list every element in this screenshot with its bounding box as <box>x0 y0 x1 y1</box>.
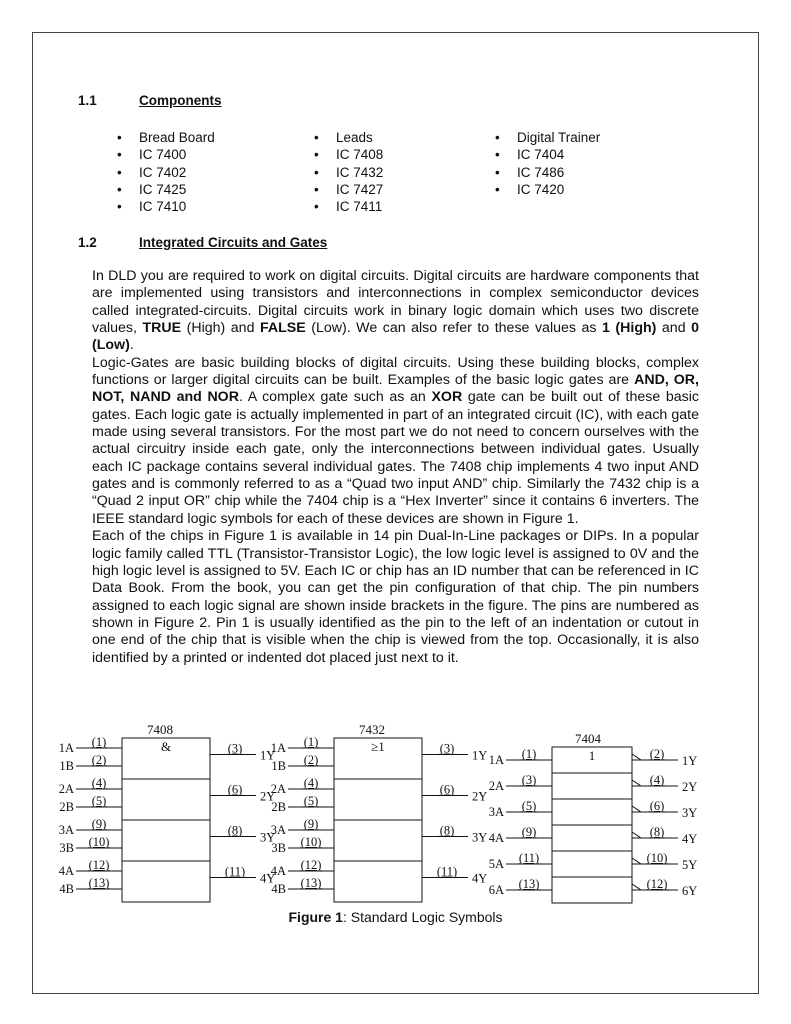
input-pin-label: (9) <box>303 817 319 831</box>
figure-caption-text: : Standard Logic Symbols <box>342 909 503 925</box>
figure-caption <box>0 909 791 925</box>
list-item: • IC 7427 <box>314 181 383 198</box>
inverter-bubble-icon <box>632 884 641 890</box>
input-pin-label: (9) <box>91 817 107 831</box>
input-signal-label: 2A <box>58 782 74 796</box>
output-pin-label: (2) <box>649 747 665 761</box>
output-signal-label: 4Y <box>682 832 698 846</box>
list-item: • IC 7432 <box>314 164 383 181</box>
input-pin-label: (12) <box>88 858 110 872</box>
list-item: • IC 7486 <box>495 164 600 181</box>
input-signal-label: 3B <box>59 841 74 855</box>
input-signal-label: 1A <box>488 753 504 767</box>
input-pin-label: (13) <box>518 877 540 891</box>
output-pin-label: (4) <box>649 773 665 787</box>
list-item: • IC 7425 <box>117 181 215 198</box>
output-signal-label: 1Y <box>472 748 488 763</box>
input-signal-label: 2B <box>271 800 286 814</box>
output-signal-label: 2Y <box>682 780 698 794</box>
input-pin-label: (12) <box>300 858 322 872</box>
input-pin-label: (9) <box>521 825 537 839</box>
input-pin-label: (2) <box>303 753 319 767</box>
paragraph: Each of the chips in Figure 1 is available in 14 pin Dual-In-Line packages or DIPs. In a popular logic family called TTL (Transistor-Transistor Logic), the low logic level is assigned to 0V and the high logic level is assigned to 5V. Each IC or chip has an ID number that can be referenced in IC Data Book. From the book, you can get the pin configuration of that chip. The pin numbers assigned to each logic signal are shown inside brackets in the figure. The pins are numbered as shown in Figure 2. Pin 1 is usually identified as the pin to the left of an indentation or cutout in one end of the chip that is visible when the chip is viewed from the top. Occasionally, it is also identified by a printed or indented dot placed just next to it. <box>92 528 699 666</box>
input-pin-label: (3) <box>521 773 537 787</box>
input-pin-label: (4) <box>303 776 319 790</box>
input-signal-label: 2A <box>270 782 286 796</box>
input-signal-label: 2B <box>59 800 74 814</box>
output-pin-label: (11) <box>436 864 458 879</box>
output-pin-label: (3) <box>439 741 455 756</box>
list-item: • Leads <box>314 129 383 146</box>
gate-symbol: & <box>160 739 172 754</box>
inverter-bubble-icon <box>632 806 641 812</box>
gate-symbol: 1 <box>588 748 596 763</box>
output-pin-label: (6) <box>227 782 243 797</box>
input-signal-label: 4A <box>488 831 504 845</box>
input-pin-label: (1) <box>91 735 107 749</box>
components-column-1 <box>117 129 215 215</box>
input-signal-label: 3B <box>271 841 286 855</box>
input-signal-label: 4A <box>270 864 286 878</box>
list-item: • IC 7402 <box>117 164 215 181</box>
output-pin-label: (11) <box>224 864 246 879</box>
output-pin-label: (12) <box>646 877 668 891</box>
inverter-bubble-icon <box>632 858 641 864</box>
input-signal-label: 4B <box>271 882 286 896</box>
input-signal-label: 5A <box>488 857 504 871</box>
input-pin-label: (11) <box>518 851 540 865</box>
input-signal-label: 4A <box>58 864 74 878</box>
output-signal-label: 5Y <box>682 858 698 872</box>
list-item: • IC 7411 <box>314 198 383 215</box>
body-text <box>92 268 699 667</box>
list-item: • IC 7420 <box>495 181 600 198</box>
input-signal-label: 2A <box>488 779 504 793</box>
input-pin-label: (1) <box>521 747 537 761</box>
section-number: 1.2 <box>78 235 97 250</box>
gate-symbol: ≥1 <box>371 739 385 754</box>
input-signal-label: 3A <box>270 823 286 837</box>
list-item: • IC 7410 <box>117 198 215 215</box>
input-pin-label: (2) <box>91 753 107 767</box>
input-pin-label: (10) <box>300 835 322 849</box>
inverter-bubble-icon <box>632 832 641 838</box>
input-signal-label: 6A <box>488 883 504 897</box>
list-item: • Bread Board <box>117 129 215 146</box>
input-pin-label: (5) <box>91 794 107 808</box>
output-pin-label: (8) <box>649 825 665 839</box>
list-item: • IC 7400 <box>117 146 215 163</box>
figure-caption-label: Figure 1 <box>288 909 343 925</box>
chip-id-label: 7432 <box>359 722 385 737</box>
output-signal-label: 6Y <box>682 884 698 898</box>
inverter-bubble-icon <box>632 754 641 760</box>
input-pin-label: (1) <box>303 735 319 749</box>
list-item: • IC 7408 <box>314 146 383 163</box>
figure-logic-symbols <box>0 720 791 920</box>
input-signal-label: 3A <box>58 823 74 837</box>
input-signal-label: 3A <box>488 805 504 819</box>
output-signal-label: 3Y <box>472 830 488 845</box>
output-pin-label: (3) <box>227 741 243 756</box>
input-pin-label: (5) <box>303 794 319 808</box>
section-number: 1.1 <box>78 93 97 108</box>
input-pin-label: (13) <box>300 876 322 890</box>
list-item: • IC 7404 <box>495 146 600 163</box>
output-signal-label: 2Y <box>472 789 488 804</box>
output-pin-label: (6) <box>439 782 455 797</box>
input-pin-label: (4) <box>91 776 107 790</box>
chip-id-label: 7404 <box>575 731 601 746</box>
input-pin-label: (10) <box>88 835 110 849</box>
input-signal-label: 1A <box>270 741 286 755</box>
output-pin-label: (10) <box>646 851 668 865</box>
output-signal-label: 1Y <box>682 754 698 768</box>
output-signal-label: 3Y <box>260 830 276 845</box>
output-pin-label: (8) <box>227 823 243 838</box>
output-pin-label: (8) <box>439 823 455 838</box>
input-pin-label: (13) <box>88 876 110 890</box>
output-pin-label: (6) <box>649 799 665 813</box>
input-signal-label: 1B <box>271 759 286 773</box>
input-pin-label: (5) <box>521 799 537 813</box>
chip-id-label: 7408 <box>147 722 173 737</box>
output-signal-label: 4Y <box>260 871 276 886</box>
input-signal-label: 1A <box>58 741 74 755</box>
paragraph: Logic-Gates are basic building blocks of digital circuits. Using these building blocks, complex functions or larger digital circuits can be built. Examples of the basic logic gates are AND, OR, NOT, NAND and NOR. A complex gate such as an XOR gate can be built out of these basic gates. Each logic gate is actually implemented in part of an integrated circuit (IC), with each gate made using several transistors. For the most part we do not need to concern ourselves with the actual circuitry inside each gate, only the interconnections between individual gates. Usually each IC package contains several individual gates. The 7408 chip implements 4 two input AND gates and is commonly referred to as a “Quad two input AND” chip. Similarly the 7432 chip is a “Quad 2 input OR” chip while the 7404 chip is a “Hex Inverter” since it contains 6 inverters. The IEEE standard logic symbols for each of these devices are shown in Figure 1. <box>92 354 700 527</box>
section-title: Integrated Circuits and Gates <box>139 235 328 250</box>
components-column-2 <box>314 129 383 215</box>
output-signal-label: 3Y <box>682 806 698 820</box>
inverter-bubble-icon <box>632 780 641 786</box>
input-signal-label: 1B <box>59 759 74 773</box>
components-column-3 <box>495 129 600 198</box>
output-signal-label: 1Y <box>260 748 276 763</box>
paragraph: In DLD you are required to work on digital circuits. Digital circuits are hardware components that are implemented using transistors and interconnections in complex semiconductor devices called integrated-circuits. Digital circuits work in binary logic domain which uses two discrete values, TRUE (High) and FALSE (Low). We can also refer to these values as 1 (High) and 0 (Low). <box>92 268 699 354</box>
section-title: Components <box>139 93 222 108</box>
output-signal-label: 2Y <box>260 789 276 804</box>
input-signal-label: 4B <box>59 882 74 896</box>
list-item: • Digital Trainer <box>495 129 600 146</box>
output-signal-label: 4Y <box>472 871 488 886</box>
